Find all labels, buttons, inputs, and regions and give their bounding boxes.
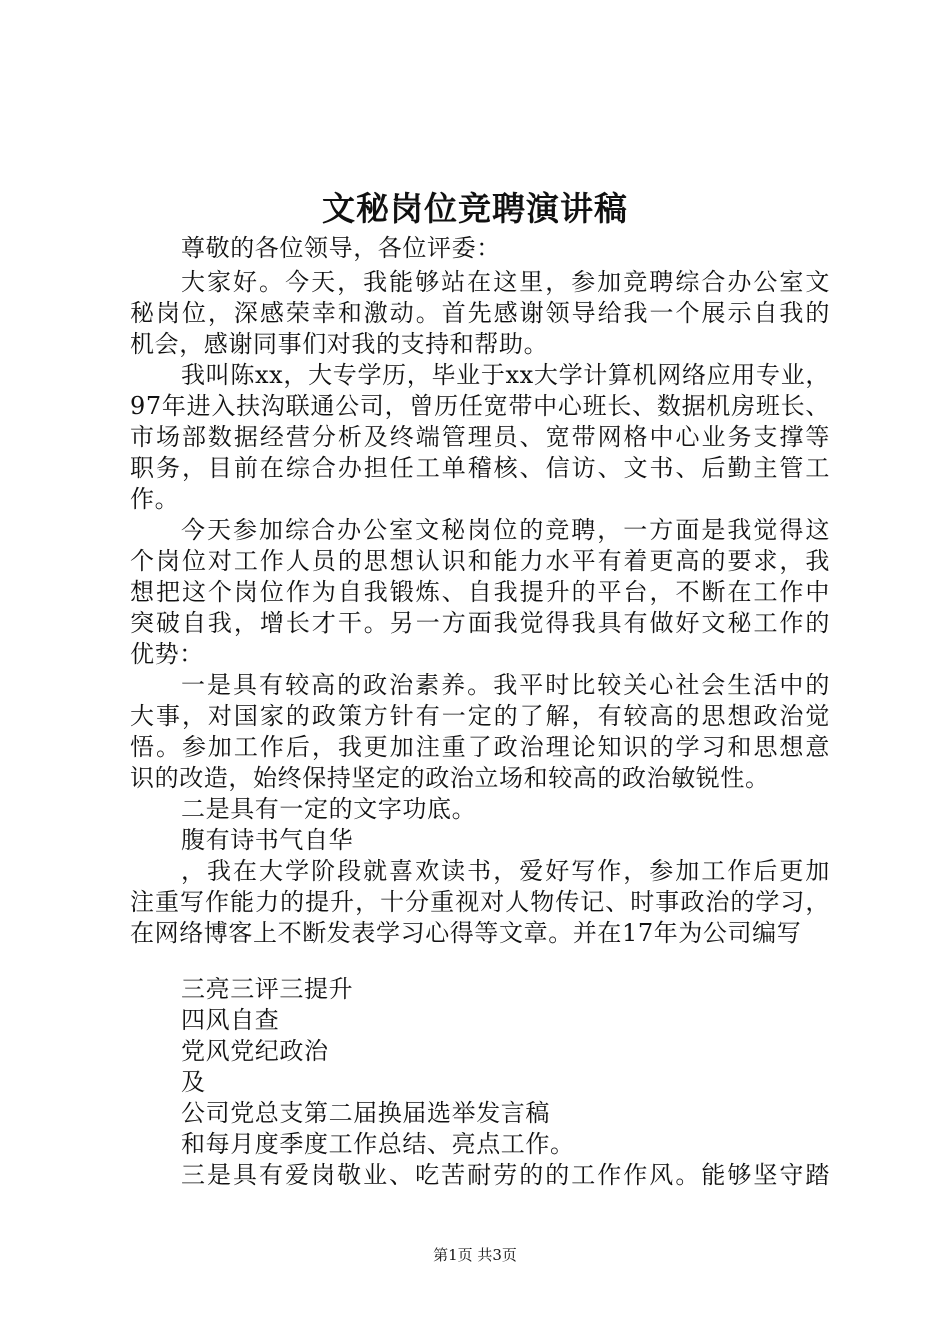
text-line: 97年进入扶沟联通公司，曾历任宽带中心班长、数据机房班长、	[130, 392, 830, 420]
text-line: 个岗位对工作人员的思想认识和能力水平有着更高的要求，我	[130, 547, 830, 575]
text-line: 市场部数据经营分析及终端管理员、宽带网格中心业务支撑等	[130, 423, 830, 451]
text-line: 注重写作能力的提升，十分重视对人物传记、时事政治的学习，	[130, 888, 830, 916]
text-line: 悟。参加工作后，我更加注重了政治理论知识的学习和思想意	[130, 733, 830, 761]
document-title: 文秘岗位竞聘演讲稿	[322, 189, 628, 228]
text-line: 及	[181, 1068, 206, 1096]
text-line: 作。	[130, 485, 180, 513]
text-line: 机会，感谢同事们对我的支持和帮助。	[130, 330, 549, 358]
text-line: 职务，目前在综合办担任工单稽核、信访、文书、后勤主管工	[130, 454, 830, 482]
text-line: 二是具有一定的文字功底。	[181, 795, 477, 823]
text-line: 三亮三评三提升	[181, 975, 354, 1003]
text-line: 三是具有爱岗敬业、吃苦耐劳的的工作作风。能够坚守踏	[181, 1161, 830, 1189]
text-line: 一是具有较高的政治素养。我平时比较关心社会生活中的	[181, 671, 830, 699]
text-line: 想把这个岗位作为自我锻炼、自我提升的平台，不断在工作中	[130, 578, 830, 606]
text-line: 优势：	[130, 640, 204, 668]
text-line: 腹有诗书气自华	[181, 826, 354, 854]
text-line: 和每月度季度工作总结、亮点工作。	[181, 1130, 575, 1158]
text-line: 突破自我，增长才干。另一方面我觉得我具有做好文秘工作的	[130, 609, 830, 637]
text-line: 大家好。今天，我能够站在这里，参加竞聘综合办公室文	[181, 268, 830, 296]
page-footer: 第1页 共3页	[433, 1246, 517, 1264]
text-line: ，我在大学阶段就喜欢读书，爱好写作，参加工作后更加	[181, 857, 830, 885]
text-line: 今天参加综合办公室文秘岗位的竞聘，一方面是我觉得这	[181, 516, 830, 544]
text-line: 四风自查	[181, 1006, 280, 1034]
text-line: 大事，对国家的政策方针有一定的了解，有较高的思想政治觉	[130, 702, 830, 730]
text-line: 我叫陈xx，大专学历，毕业于xx大学计算机网络应用专业，	[181, 361, 830, 389]
text-line: 秘岗位，深感荣幸和激动。首先感谢领导给我一个展示自我的	[130, 299, 830, 327]
salutation-line: 尊敬的各位领导，各位评委：	[181, 234, 501, 262]
text-line: 识的改造，始终保持坚定的政治立场和较高的政治敏锐性。	[130, 764, 770, 792]
text-line: 党风党纪政治	[181, 1037, 329, 1065]
text-line: 在网络博客上不断发表学习心得等文章。并在17年为公司编写	[130, 919, 802, 947]
text-line: 公司党总支第二届换届选举发言稿	[181, 1099, 550, 1127]
